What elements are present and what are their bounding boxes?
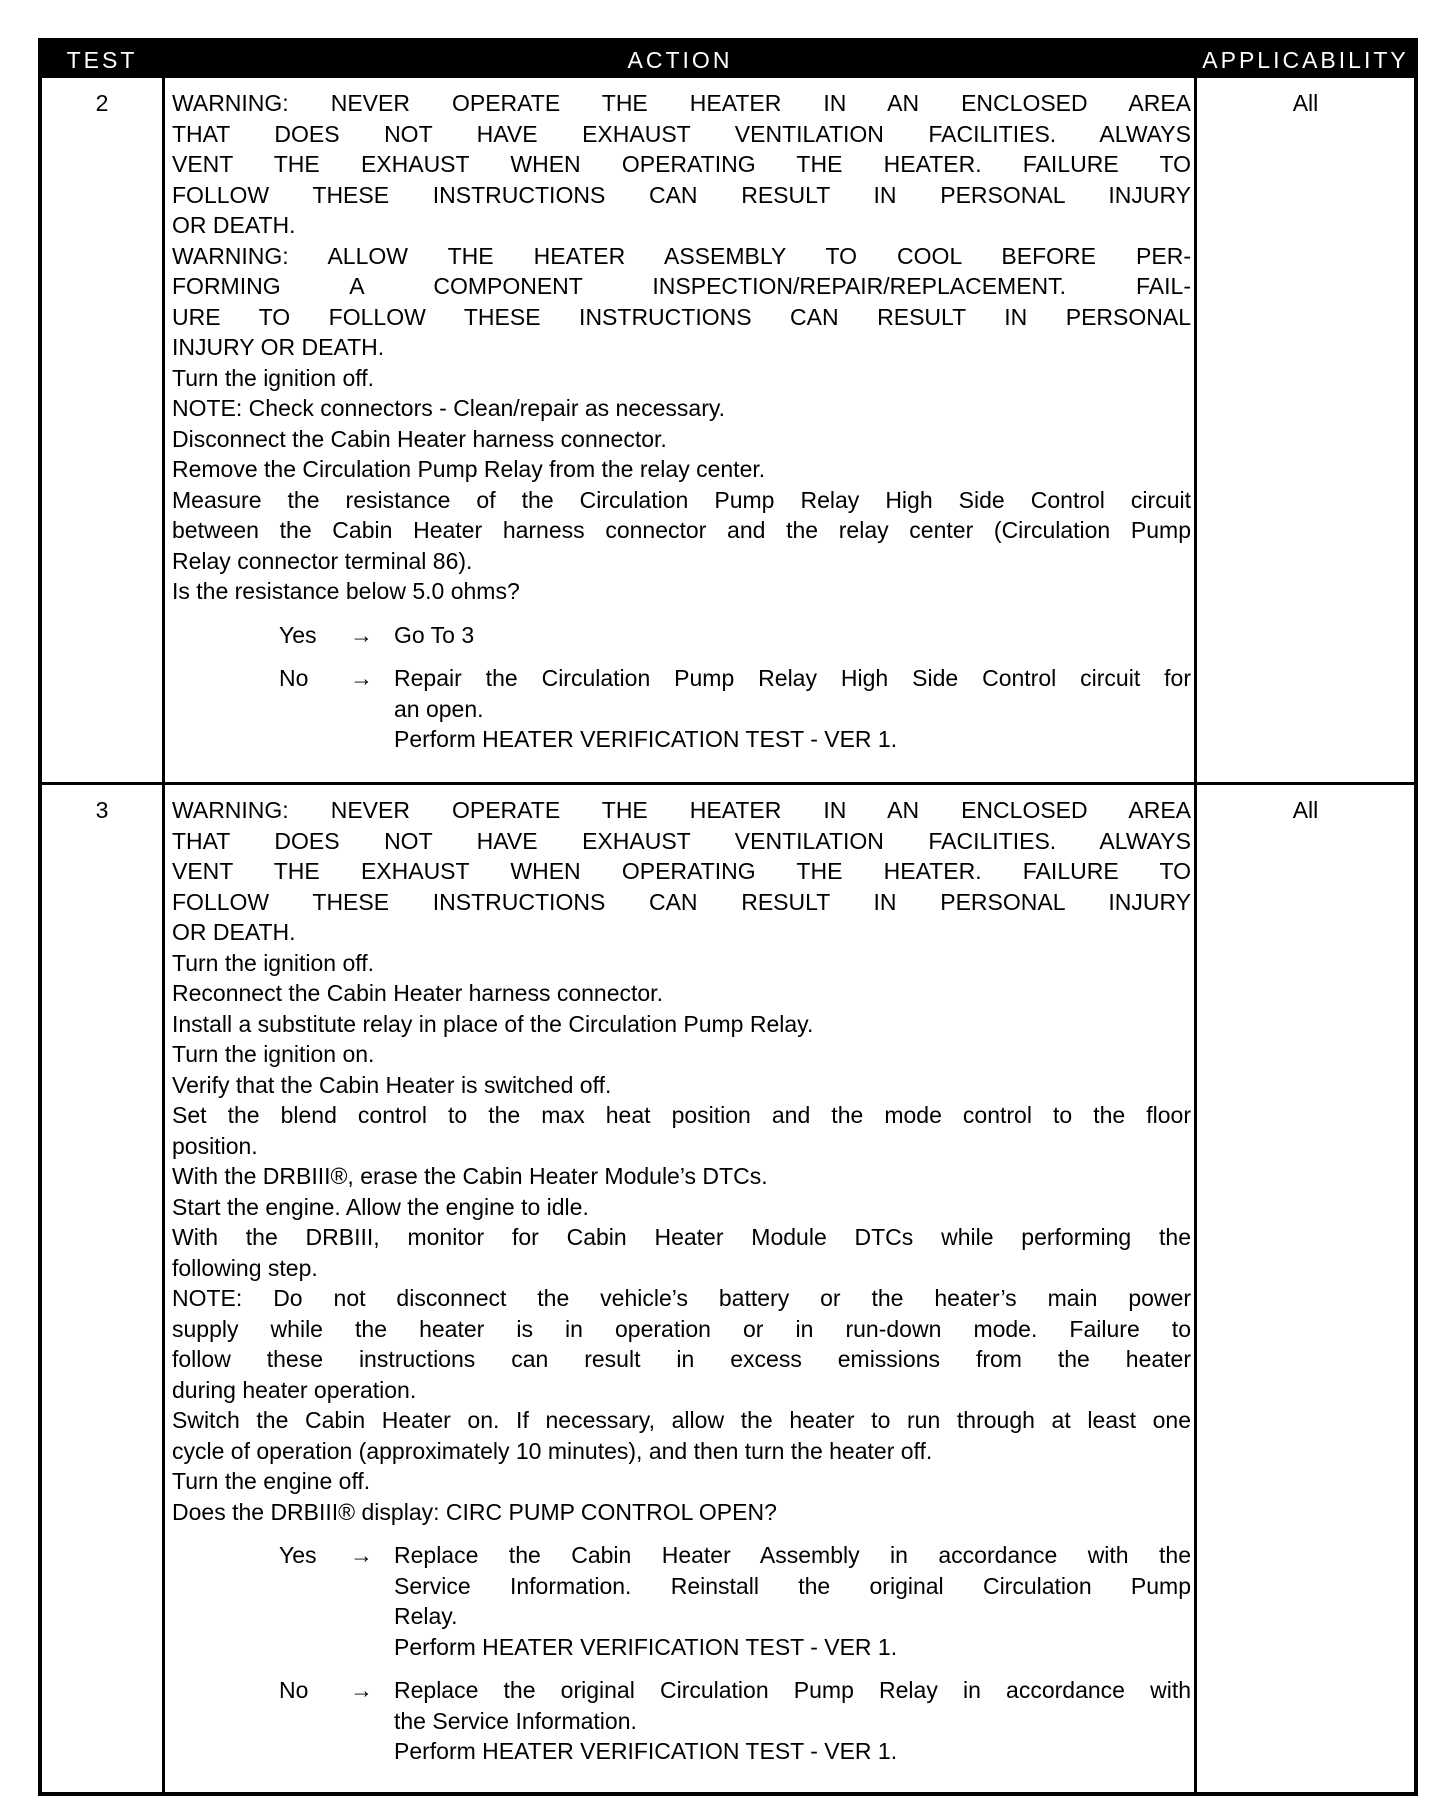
action-line: FORMING A COMPONENT INSPECTION/REPAIR/REPLACEMENT. FAIL-: [172, 273, 1191, 299]
action-line: WARNING: ALLOW THE HEATER ASSEMBLY TO COOL BEFORE PER-: [172, 242, 1191, 269]
action-line: following step.: [172, 1254, 318, 1281]
action-line: Is the resistance below 5.0 ohms?: [172, 578, 520, 604]
result-text: [394, 1675, 1191, 1767]
action-line: Relay connector terminal 86).: [172, 547, 473, 574]
result-line: Replace the Cabin Heater Assembly in accordance with the: [394, 1542, 1191, 1568]
action-text: [172, 88, 1191, 755]
action-line: With the DRBIII, monitor for Cabin Heater Module DTCs while performing the: [172, 1224, 1191, 1250]
action-line: NOTE: Check connectors - Clean/repair as necessary.: [172, 395, 726, 421]
action-line: FOLLOW THESE INSTRUCTIONS CAN RESULT IN PERSONAL INJURY: [172, 888, 1191, 915]
action-line: Install a substitute relay in place of the Circulation Pump Relay.: [172, 1010, 814, 1037]
action-line: FOLLOW THESE INSTRUCTIONS CAN RESULT IN PERSONAL INJURY: [172, 181, 1191, 208]
arrow-icon: →: [350, 1677, 373, 1703]
action-line: URE TO FOLLOW THESE INSTRUCTIONS CAN RESULT IN PERSONAL: [172, 303, 1191, 330]
arrow-icon: →: [350, 665, 373, 691]
result-branch-no: [172, 1675, 1191, 1767]
action-line: VENT THE EXHAUST WHEN OPERATING THE HEATER. FAILURE TO: [172, 858, 1191, 884]
column-divider: [1194, 78, 1197, 1792]
action-line: Switch the Cabin Heater on. If necessary, allow the heater to run through at least one: [172, 1407, 1191, 1433]
action-line: Disconnect the Cabin Heater harness connector.: [172, 425, 667, 452]
action-line: Turn the ignition on.: [172, 1041, 375, 1067]
result-label: No: [279, 665, 309, 691]
action-line: INJURY OR DEATH.: [172, 334, 385, 360]
table-header: [42, 42, 1414, 78]
result-text: [394, 663, 1191, 755]
result-line: Perform HEATER VERIFICATION TEST - VER 1.: [394, 726, 898, 752]
action-line: THAT DOES NOT HAVE EXHAUST VENTILATION FACILITIES. ALWAYS: [172, 827, 1191, 854]
result-line: Perform HEATER VERIFICATION TEST - VER 1.: [394, 1738, 898, 1764]
action-line: THAT DOES NOT HAVE EXHAUST VENTILATION FACILITIES. ALWAYS: [172, 120, 1191, 147]
applicability-value: All: [1292, 90, 1319, 116]
action-line: Start the engine. Allow the engine to idle.: [172, 1193, 589, 1220]
header-action: ACTION: [627, 47, 733, 73]
result-branch-yes: [172, 1540, 1191, 1662]
result-line: Repair the Circulation Pump Relay High Side Control circuit for: [394, 665, 1191, 691]
result-line: Relay.: [394, 1603, 458, 1629]
result-text: [394, 1540, 1191, 1662]
result-line: Service Information. Reinstall the original Circulation Pump: [394, 1572, 1191, 1599]
test-number: 3: [95, 797, 109, 823]
result-label: No: [279, 1677, 309, 1703]
result-text: [394, 620, 1191, 651]
action-text: [172, 795, 1191, 1767]
arrow-icon: →: [350, 621, 373, 648]
result-line: Perform HEATER VERIFICATION TEST - VER 1.: [394, 1633, 898, 1660]
result-line: Replace the original Circulation Pump Relay in accordance with: [394, 1677, 1191, 1703]
test-number: 2: [95, 90, 109, 116]
action-line: Turn the engine off.: [172, 1468, 371, 1494]
action-line: Set the blend control to the max heat position and the mode control to the floor: [172, 1102, 1191, 1128]
action-line: Reconnect the Cabin Heater harness connector.: [172, 980, 663, 1006]
action-line: NOTE: Do not disconnect the vehicle’s battery or the heater’s main power: [172, 1285, 1191, 1311]
action-line: cycle of operation (approximately 10 minutes), and then turn the heater off.: [172, 1437, 933, 1464]
arrow-icon: →: [350, 1542, 373, 1568]
action-line: Remove the Circulation Pump Relay from the relay center.: [172, 456, 766, 482]
action-line: Verify that the Cabin Heater is switched off.: [172, 1071, 612, 1098]
column-divider: [162, 78, 165, 1792]
action-line: VENT THE EXHAUST WHEN OPERATING THE HEATER. FAILURE TO: [172, 151, 1191, 177]
header-applicability: APPLICABILITY: [1202, 47, 1409, 73]
action-line: Turn the ignition off.: [172, 364, 375, 391]
action-line: follow these instructions can result in excess emissions from the heater: [172, 1346, 1191, 1372]
header-test: TEST: [66, 47, 138, 73]
action-line: between the Cabin Heater harness connector and the relay center (Circulation Pump: [172, 517, 1191, 543]
result-branch-yes: [172, 620, 1191, 651]
result-line: the Service Information.: [394, 1707, 637, 1734]
action-line: supply while the heater is in operation or in run-down mode. Failure to: [172, 1315, 1191, 1342]
action-line: Measure the resistance of the Circulation Pump Relay High Side Control circuit: [172, 486, 1191, 513]
row-divider: [42, 782, 1414, 785]
action-line: Does the DRBIII® display: CIRC PUMP CONTROL OPEN?: [172, 1498, 777, 1525]
action-line: With the DRBIII®, erase the Cabin Heater Module’s DTCs.: [172, 1163, 768, 1189]
action-line: during heater operation.: [172, 1376, 417, 1403]
applicability-value: All: [1292, 797, 1319, 823]
action-line: position.: [172, 1132, 258, 1159]
result-branch-no: [172, 663, 1191, 755]
diagnostic-table: [38, 38, 1418, 1796]
action-line: Turn the ignition off.: [172, 949, 375, 976]
result-line: Go To 3: [394, 621, 475, 648]
result-line: an open.: [394, 695, 484, 722]
result-label: Yes: [279, 1542, 317, 1568]
action-line: OR DEATH.: [172, 212, 296, 238]
action-line: OR DEATH.: [172, 919, 296, 945]
result-label: Yes: [279, 621, 317, 648]
action-line: WARNING: NEVER OPERATE THE HEATER IN AN ENCLOSED AREA: [172, 90, 1191, 116]
action-line: WARNING: NEVER OPERATE THE HEATER IN AN ENCLOSED AREA: [172, 797, 1191, 823]
